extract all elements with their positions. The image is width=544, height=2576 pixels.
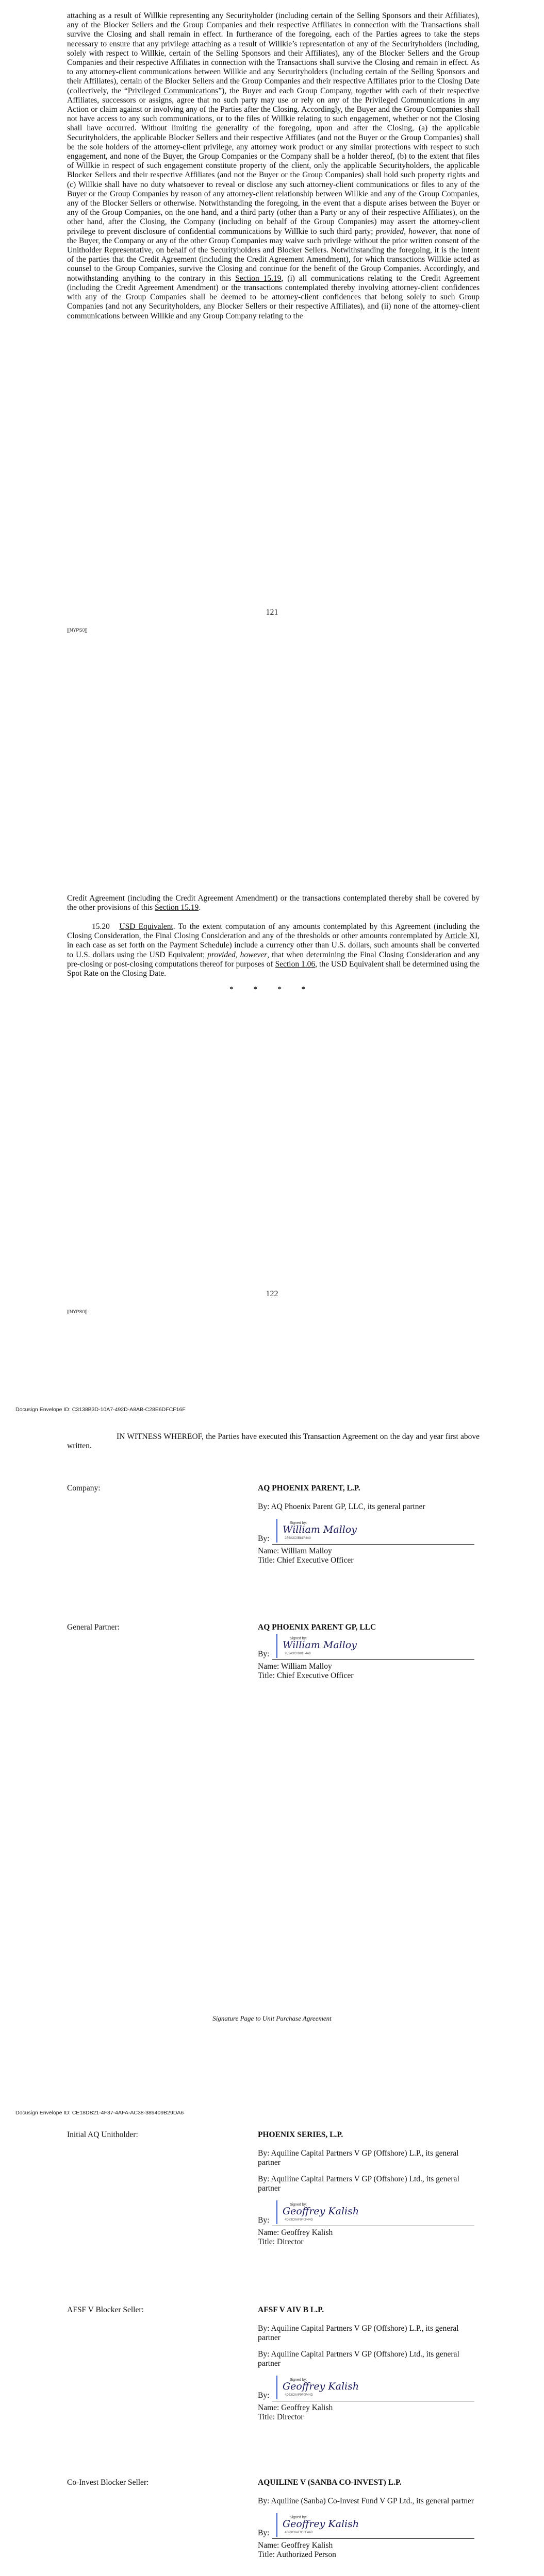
carryover-text: Credit Agreement (including the Credit Agreement Amendment) or the transactions contemplated thereby shall be covered by the other provisions of this [67,894,480,912]
signatory-label-initial-aq-unitholder: Initial AQ Unitholder: [67,2130,138,2139]
signature-hash: 4D23C0AF9F0F44D [285,2531,313,2534]
docusign-envelope-id: Docusign Envelope ID: C3138B3D-10A7-492D-A8AB-C28E6DFCF16F [15,1406,186,1413]
signer-name: Name: William Malloy [258,1547,332,1555]
signature-line [272,1659,474,1660]
signatory-label-general-partner: General Partner: [67,1623,120,1632]
article-xi-link[interactable]: Article XI [444,931,478,941]
signature-page-1 [0,1406,544,2110]
docusign-signature[interactable] [276,1519,355,1543]
signer-name: Name: Geoffrey Kalish [258,2403,333,2412]
section-number: 15.20 [92,922,110,931]
privilege-paragraph [67,11,480,321]
signature-scrawl: Geoffrey Kalish [283,2381,359,2392]
signer-title: Title: Chief Executive Officer [258,1556,354,1565]
paragraph-text-rest: ”), the Buyer and each Group Company, together with each of their respective Affiliates, successors or assigns, agree that no such party may use or rely on any of the Privileged Communications in any Action or claim against or involving any of the Parties after the Closing. Accordingly, the Buyer and the Group Companies shall not have access to any such communications, or to the files of Willkie relating to such engagement, whether or not the Closing shall have occurred. Without limiting the generality of the foregoing, upon and after the Closing, (a) the applicable Securityholders, the applicable Blocker Sellers and their respective Affiliates (and not the Buyer or the Group Companies) shall be the sole holders of the attorney-client privilege, any attorney work product or any similar protections with respect to such engagement, and none of the Buyer, the Group Companies or the Company shall be a holder thereof, (b) to the extent that files of Willkie in respect of such engagement constitute property of the client, only the applicable Securityholders, the applicable Blocker Sellers and their respective Affiliates (and not the Buyer or the Group Companies) shall hold such property rights and (c) Willkie shall have no duty whatsoever to reveal or disclose any such attorney-client communications or files to any of the Buyer or the Group Companies by reason of any attorney-client relationship between Willkie and any of the Group Companies, any of the Blocker Sellers or otherwise. Notwithstanding the foregoing, in the event that a dispute arises between the Buyer or any of the Group Companies, on the one hand, and a third party (other than a Party or any of their respective Affiliates), on the other hand, after the Closing, the Company (including on behalf of the Group Companies) may assert the attorney-client privilege to prevent disclosure of confidential communications by Willkie to such third party; [67,86,480,236]
signature-scrawl: William Malloy [283,1639,357,1651]
provided-term: provided [207,950,236,959]
section-15-19-link[interactable]: Section 15.19 [235,274,282,283]
section-1-06-link[interactable]: Section 1.06 [275,959,316,969]
signatory-label-afsf-v-blocker-seller: AFSF V Blocker Seller: [67,2306,144,2314]
docusign-envelope-id: Docusign Envelope ID: CE18DB21-4F37-4AFA-AC38-389409B29DA6 [15,2110,184,2116]
provided-comma: , [235,950,240,959]
however-term: however [240,950,268,959]
by-line-2: By: Aquiline Capital Partners V GP (Offshore) Ltd., its general partner [258,2175,459,2193]
docusign-signature[interactable] [276,1634,355,1658]
page-number: 122 [266,1290,278,1298]
signature-block-general-partner [258,1623,474,1681]
section-title: USD Equivalent [119,922,173,931]
signer-name: Name: Geoffrey Kalish [258,2541,333,2550]
by-label: By: [258,1650,270,1658]
page-122 [0,703,544,1406]
signature-block-aquiline-sanba [258,2478,474,2560]
footer-id: [[NYPS0]] [67,628,88,633]
signature-block-company [258,1484,474,1565]
entity-name: AQUILINE V (SANBA CO-INVEST) L.P. [258,2478,402,2487]
by-label: By: [258,1534,270,1543]
by-label: By: [258,2529,270,2537]
signature-scrawl: Geoffrey Kalish [283,2518,359,2530]
signature-line [272,1544,474,1545]
section-15-19-link[interactable]: Section 15.19 [155,903,199,912]
signature-row [258,1519,474,1547]
carryover-paragraph [67,894,480,912]
signature-row [258,2200,474,2228]
paragraph-text: attaching as a result of Willkie representing any Securityholder (including certain of the Selling Sponsors and their Affiliates), any of the Blocker Sellers and the Group Companies and their respective Affiliates in connection with the Transactions shall survive the Closing and shall remain in effect. In furtherance of the foregoing, each of the Parties agrees to take the steps necessary to ensure that any privilege attaching as a result of Willkie’s representation of any of the Securityholders (including, solely with respect to Willkie, certain of the Selling Sponsors and their Affiliates), any of the Blocker Sellers and the Group Companies and their respective Affiliates in connection with the Transactions shall survive the Closing and remain in effect. As to any attorney-client communications between Willkie and any Securityholders (including certain of the Selling Sponsors and their Affiliates), certain of the Blocker Sellers and the Group Companies and their respective Affiliates prior to the Closing Date (collectively, the “ [67,11,480,95]
by-line: By: Aquiline Capital Partners V GP (Offshore) L.P., its general partner [258,2324,459,2342]
entity-name: AQ PHOENIX PARENT, L.P. [258,1484,360,1493]
signature-row [258,1634,474,1662]
proviso-however: however [408,227,436,236]
paragraph-text-end: , that none of the Buyer, the Company or any of the other Group Companies may waive such privilege without the prior written consent of the Unitholder Representative, on behalf of the Securityholders and Blocker Sellers. Notwithstanding the foregoing, it is the intent of the parties that the Credit Agreement (including the Credit Agreement Amendment), for which transactions Willkie acted as counsel to the Group Companies, survive the Closing and continue for the benefit of the Group Companies. Accordingly, and notwithstanding anything to the contrary in this [67,227,480,283]
signer-name: Name: William Malloy [258,1662,332,1671]
signed-by-label: Signed by: [290,2516,307,2519]
section-15-20 [67,922,480,978]
witness-clause [67,1432,480,1451]
signed-by-label: Signed by: [290,1521,307,1525]
by-line: By: Aquiline Capital Partners V GP (Offshore) L.P., its general partner [258,2149,459,2167]
signature-scrawl: William Malloy [283,1524,357,1535]
paragraph-text-tail: , (i) all communications relating to the Credit Agreement (including the Credit Agreement Amendment) or the transactions contemplated thereby involving attorney-client confidences with any of the Group Companies shall be deemed to be attorney-client confidences that belong solely to such Group Companies (and not any Securityholders, any Blocker Sellers or their respective Affiliates), and (ii) none of the attorney-client communications between Willkie and any Group Company relating to the [67,274,480,320]
signature-block-afsf-v-aiv-b [258,2306,474,2422]
carryover-end: . [199,903,201,912]
signer-title: Title: Authorized Person [258,2550,336,2559]
witness-text: IN WITNESS WHEREOF, the Parties have executed this Transaction Agreement on the day and year first above written. [67,1432,480,1451]
signed-by-label: Signed by: [290,2203,307,2207]
signature-hash: 2E5A3C0B81F4A0 [285,1652,311,1655]
signature-row [258,2376,474,2403]
signature-scrawl: Geoffrey Kalish [283,2206,359,2217]
by-label: By: [258,2216,270,2225]
signer-name: Name: Geoffrey Kalish [258,2228,333,2237]
signer-title: Title: Director [258,2238,304,2246]
signer-title: Title: Director [258,2413,304,2421]
entity-name: AQ PHOENIX PARENT GP, LLC [258,1623,376,1632]
signed-by-label: Signed by: [290,1637,307,1640]
entity-name: AFSF V AIV B L.P. [258,2306,324,2314]
signer-title: Title: Chief Executive Officer [258,1671,354,1680]
signature-line [272,2538,474,2539]
signature-hash: 2E5A3C0B81F4A0 [285,1537,311,1540]
defined-term-privileged-communications: Privileged Communications [127,86,219,95]
page-121 [0,0,544,703]
section-text-2: , in each case as set forth on the Payment Schedule) include a currency other than U.S. dollars, such amounts shall be converted to U.S. dollars using the USD Equivalent; [67,931,480,959]
signature-page-caption: Signature Page to Unit Purchase Agreement [212,2014,332,2022]
by-label: By: [258,2391,270,2400]
section-text-4: , the USD Equivalent shall be determined using the Spot Rate on the Closing Date. [67,959,480,978]
signature-page-2 [0,2110,544,2576]
by-line: By: AQ Phoenix Parent GP, LLC, its general partner [258,1502,425,1511]
by-line: By: Aquiline (Sanba) Co-Invest Fund V GP Ltd., its general partner [258,2497,474,2505]
end-stars: * * * * [229,986,315,993]
proviso-comma: , [404,227,409,236]
entity-name: PHOENIX SERIES, L.P. [258,2130,343,2139]
section-text: . To the extent computation of any amounts contemplated by this Agreement (including the Closing Consideration, the Final Closing Consideration and any of the thresholds or other amounts contemplated by [67,922,480,941]
docusign-signature[interactable] [276,2200,359,2224]
signature-row [258,2513,474,2541]
by-line-2: By: Aquiline Capital Partners V GP (Offshore) Ltd., its general partner [258,2350,459,2368]
docusign-signature[interactable] [276,2376,359,2399]
page-number: 121 [266,608,278,617]
signatory-label-co-invest-blocker-seller: Co-Invest Blocker Seller: [67,2478,149,2487]
proviso-provided: provided [375,227,404,236]
docusign-signature[interactable] [276,2513,359,2537]
signature-block-phoenix-series [258,2130,474,2247]
signature-hash: 4D23C0AF9F0F44D [285,2394,313,2397]
section-text-3: , that when determining the Final Closing Consideration and any pre-closing or post-closing computations thereof for purposes of [67,950,480,969]
signature-hash: 4D23C0AF9F0F44D [285,2218,313,2222]
signatory-label-company: Company: [67,1484,101,1493]
signed-by-label: Signed by: [290,2378,307,2382]
footer-id: [[NYPS0]] [67,1309,88,1314]
